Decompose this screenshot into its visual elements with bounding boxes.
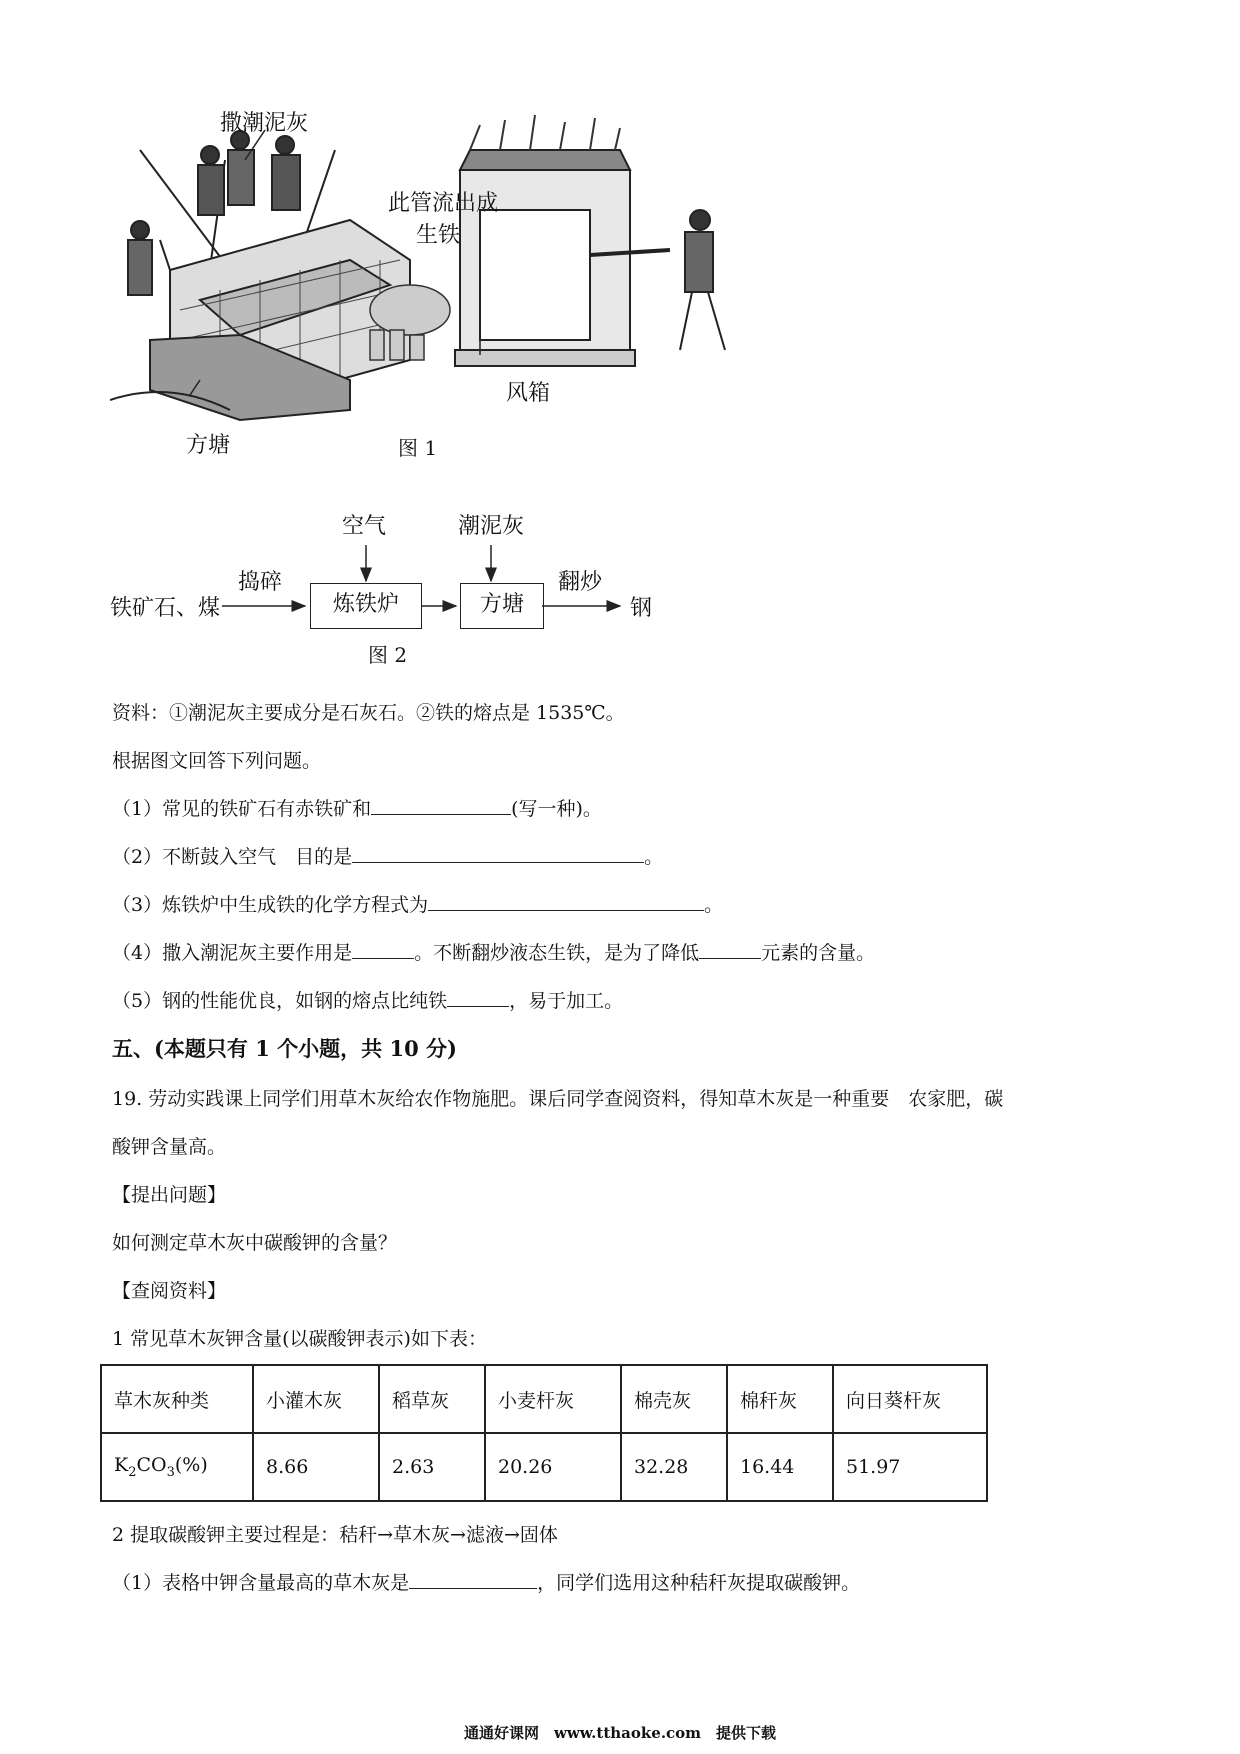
page-footer: 通通好课网 www.tthaoke.com 提供下载 [463, 1724, 777, 1742]
q18-4 [112, 940, 875, 966]
flow-box-furnace-label: 炼铁炉 [332, 592, 399, 617]
q19-1-tail: ，同学们选用这种秸秆灰提取碳酸钾。 [537, 1572, 861, 1594]
q19-ref2: 2 提取碳酸钾主要过程是：秸秆→草木灰→滤液→固体 [112, 1524, 558, 1546]
potash-table [100, 1364, 988, 1502]
q18-3-text: （3）炼铁炉中生成铁的化学方程式为 [112, 894, 429, 916]
q18-2-tail: 。 [644, 846, 664, 868]
label-pipe-line2: 生铁 [416, 223, 461, 248]
label-top: 撒潮泥灰 [220, 111, 309, 136]
q18-3-tail: 。 [704, 894, 724, 916]
material-note: 资料：①潮泥灰主要成分是石灰石。②铁的熔点是 1535℃。 [112, 702, 625, 724]
q19-ask-heading: 【提出问题】 [112, 1184, 227, 1206]
q19-1 [112, 1570, 860, 1596]
table-row-label: $K_2CO_3(\%)$ [101, 1433, 253, 1501]
label-pond: 方塘 [186, 433, 231, 458]
q18-2 [112, 844, 663, 870]
flow-input: 铁矿石、煤 [110, 596, 221, 621]
q19-1-text: （1）表格中钾含量最高的草木灰是 [112, 1572, 410, 1594]
q18-1-tail: (写一种)。 [511, 798, 602, 820]
table-header-cell: 向日葵杆灰 [833, 1365, 987, 1433]
q18-4-text: （4）撒入潮泥灰主要作用是 [112, 942, 353, 964]
q18-4-blank-b[interactable] [699, 940, 761, 959]
table-header-cell: 小灌木灰 [253, 1365, 379, 1433]
q18-1-text: （1）常见的铁矿石有赤铁矿和 [112, 798, 372, 820]
label-pipe-line1: 此管流出成 [388, 191, 499, 216]
section-5-heading: 五、(本题只有 1 个小题，共 10 分) [112, 1036, 457, 1061]
flow-arrow3-label: 翻炒 [558, 570, 603, 595]
table-header-cell: 棉壳灰 [621, 1365, 727, 1433]
table-cell: 20.26 [485, 1433, 621, 1501]
q18-5-blank[interactable] [447, 988, 509, 1007]
flow-box1-input: 空气 [342, 514, 387, 539]
q18-4-tail: 元素的含量。 [761, 942, 876, 964]
figure-2-caption: 图 2 [368, 643, 408, 667]
table-header-cell: 稻草灰 [379, 1365, 485, 1433]
table-header-row [101, 1365, 987, 1433]
table-header-cell: 草木灰种类 [101, 1365, 253, 1433]
ironworks-illustration [110, 110, 750, 470]
q19-intro-line1: 19. 劳动实践课上同学们用草木灰给农作物施肥。课后同学查阅资料，得知草木灰是一种重要 农家肥，碳 [112, 1088, 1004, 1110]
table-header-cell: 小麦杆灰 [485, 1365, 621, 1433]
figure-1-caption: 图 1 [398, 436, 438, 460]
figure-2 [110, 505, 670, 675]
label-bellows: 风箱 [506, 381, 551, 406]
q19-1-blank[interactable] [409, 1570, 537, 1589]
q18-5-tail: ，易于加工。 [509, 990, 624, 1012]
instruction: 根据图文回答下列问题。 [112, 750, 322, 772]
flow-box-pond-label: 方塘 [479, 592, 524, 617]
q18-5-text: （5）钢的性能优良，如钢的熔点比纯铁 [112, 990, 448, 1012]
q19-intro-line2: 酸钾含量高。 [112, 1136, 227, 1158]
table-cell: 8.66 [253, 1433, 379, 1501]
flow-box-pond [460, 583, 544, 629]
figure-1 [110, 110, 750, 470]
table-cell: 2.63 [379, 1433, 485, 1501]
q18-1-blank[interactable] [371, 796, 511, 815]
table-row [101, 1433, 987, 1501]
q19-ref-heading: 【查阅资料】 [112, 1280, 227, 1302]
table-header-cell: 棉秆灰 [727, 1365, 833, 1433]
q18-4-blank-a[interactable] [352, 940, 414, 959]
table-cell: 16.44 [727, 1433, 833, 1501]
q19-ref1: 1 常见草木灰钾含量(以碳酸钾表示)如下表： [112, 1328, 487, 1350]
flow-output: 钢 [630, 596, 653, 621]
q18-2-blank[interactable] [352, 844, 644, 863]
flow-arrow1-label: 捣碎 [238, 570, 283, 595]
q18-3 [112, 892, 723, 918]
q18-5 [112, 988, 623, 1014]
table-cell: 51.97 [833, 1433, 987, 1501]
q18-4-mid: 。不断翻炒液态生铁，是为了降低 [414, 942, 700, 964]
q18-1 [112, 796, 602, 822]
table-cell: 32.28 [621, 1433, 727, 1501]
q18-3-blank[interactable] [428, 892, 704, 911]
flow-box2-input: 潮泥灰 [458, 514, 525, 539]
q19-ask-text: 如何测定草木灰中碳酸钾的含量？ [112, 1232, 398, 1254]
q18-2-text: （2）不断鼓入空气 目的是 [112, 846, 353, 868]
flow-box-furnace [310, 583, 422, 629]
